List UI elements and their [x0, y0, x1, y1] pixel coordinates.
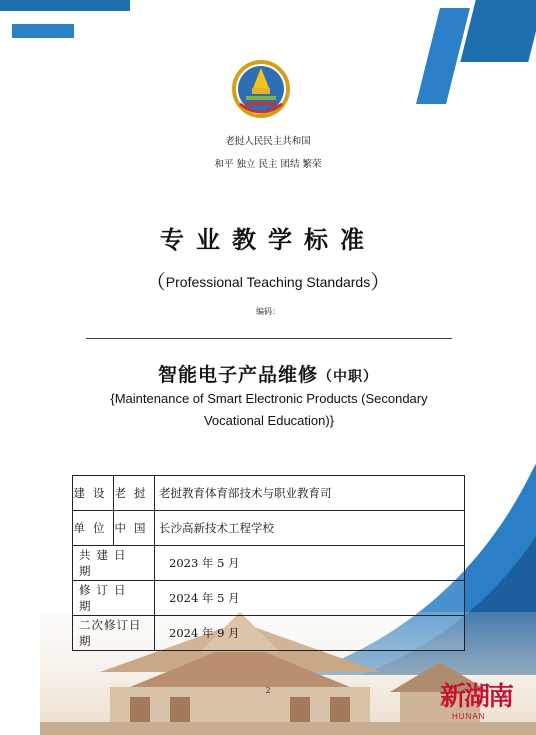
- divider-line: [86, 338, 452, 339]
- page-number: 2: [265, 686, 271, 695]
- org-laos: 老挝教育体育部技术与职业教育司: [155, 476, 465, 511]
- watermark-logo-en: HUNAN: [452, 712, 486, 721]
- table-row: [73, 511, 465, 546]
- major-name-cn: 智能电子产品维修: [157, 364, 318, 386]
- decor-bar-top: [0, 0, 130, 11]
- title-open-paren: （: [145, 270, 166, 294]
- document-title-cn: 专业教学标准: [160, 225, 376, 254]
- table-row: [73, 616, 465, 651]
- country-china: 中国: [114, 511, 155, 546]
- info-table: [72, 475, 465, 651]
- row-label: 共建日期: [73, 546, 155, 581]
- row-value: 2024 年 5 月: [155, 581, 465, 616]
- country-laos: 老挝: [114, 476, 155, 511]
- national-emblem: [232, 58, 290, 120]
- builder-label-top: 建设: [73, 476, 114, 511]
- country-name: 老挝人民民主共和国: [225, 136, 311, 147]
- major-title-cn: [0, 360, 536, 387]
- org-china: 长沙高新技术工程学校: [155, 511, 465, 546]
- row-label: 二次修订日期: [73, 616, 155, 651]
- table-row: [73, 546, 465, 581]
- decor-bar-top-small: [12, 24, 74, 38]
- watermark-logo: 新湖南: [440, 682, 513, 712]
- row-label: 修订日期: [73, 581, 155, 616]
- row-value: 2023 年 5 月: [155, 546, 465, 581]
- major-level-cn: （中职）: [318, 369, 378, 385]
- table-row: [73, 581, 465, 616]
- decor-corner-right: [460, 0, 536, 62]
- national-motto: 和平 独立 民主 团结 繁荣: [214, 159, 322, 170]
- document-title-en: [0, 266, 536, 295]
- title-en-text: Professional Teaching Standards: [165, 274, 371, 290]
- row-value: 2024 年 9 月: [155, 616, 465, 651]
- title-close-paren: ）: [370, 270, 391, 294]
- table-row: [73, 476, 465, 511]
- builder-label-bottom: 单位: [73, 511, 114, 546]
- code-label: 编码：: [256, 307, 280, 316]
- major-title-en: {Maintenance of Smart Electronic Products (Secondary Vocational Education)}: [110, 391, 428, 428]
